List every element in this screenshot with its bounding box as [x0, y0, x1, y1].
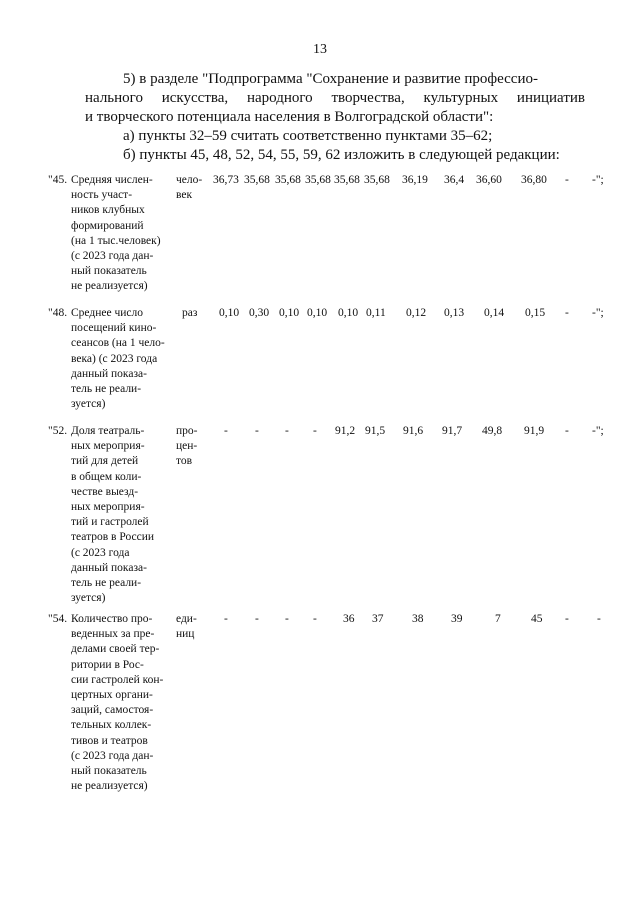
value-cell: 0,10	[338, 307, 359, 319]
indicator-name: Средняя числен- ность участ- ников клубных формирований (на 1 тыс.человек) (с 2023 года дан- ный показатель не реализуется)	[71, 174, 161, 293]
value-cell: 45	[531, 613, 543, 625]
value-cell: 0,13	[444, 307, 465, 319]
unit-of-measure: про- цен- тов	[176, 425, 198, 468]
value-cell: 49,8	[482, 425, 503, 437]
value-cell: -";	[592, 425, 604, 437]
value-cell: 0,10	[219, 307, 240, 319]
value-cell: -";	[592, 307, 604, 319]
value-cell: -	[597, 613, 601, 625]
value-cell: 35,68	[334, 174, 360, 186]
value-cell: 36,19	[402, 174, 428, 186]
value-cell: 0,14	[484, 307, 505, 319]
value-cell: -	[565, 613, 569, 625]
value-cell: 39	[451, 613, 463, 625]
value-cell: -	[313, 613, 317, 625]
value-cell: -	[224, 613, 228, 625]
value-cell: 38	[412, 613, 424, 625]
row-number: "54.	[48, 613, 68, 625]
intro-line-3: и творческого потенциала населения в Волгоградской области":	[85, 109, 494, 125]
value-cell: 35,68	[244, 174, 270, 186]
value-cell: -	[255, 425, 259, 437]
value-cell: 35,68	[275, 174, 301, 186]
indicator-name: Среднее число посещений кино- сеансов (на 1 чело- века) (с 2023 года данный показа- тель не реали- зуется)	[71, 307, 165, 411]
indicator-name: Количество про- веденных за пре- делами своей тер- ритории в Рос- сии гастролей кон- цертных органи- заций, самостоя- тельных коллек- тивов и театров (с 2023 года дан- ный показатель не реализуется)	[71, 613, 164, 793]
value-cell: -	[313, 425, 317, 437]
value-cell: 36,80	[521, 174, 547, 186]
unit-of-measure: еди- ниц	[176, 613, 197, 641]
value-cell: 91,5	[365, 425, 386, 437]
value-cell: -	[255, 613, 259, 625]
value-cell: -	[285, 425, 289, 437]
value-cell: -	[285, 613, 289, 625]
value-cell: 36	[343, 613, 355, 625]
value-cell: 0,11	[366, 307, 386, 319]
value-cell: -	[565, 425, 569, 437]
value-cell: 0,15	[525, 307, 546, 319]
value-cell: -	[565, 174, 569, 186]
unit-of-measure: раз	[182, 307, 198, 319]
value-cell: 36,73	[213, 174, 239, 186]
value-cell: 37	[372, 613, 384, 625]
intro-line-1: 5) в разделе "Подпрограмма "Сохранение и развитие профессио-	[123, 71, 538, 87]
value-cell: 36,4	[444, 174, 465, 186]
row-number: "45.	[48, 174, 68, 186]
value-cell: 91,9	[524, 425, 545, 437]
unit-of-measure: чело- век	[176, 174, 203, 202]
value-cell: 91,7	[442, 425, 463, 437]
intro-line-4: а) пункты 32–59 считать соответственно пунктами 35–62;	[123, 128, 493, 144]
value-cell: 91,6	[403, 425, 424, 437]
row-number: "48.	[48, 307, 68, 319]
value-cell: 0,30	[249, 307, 270, 319]
value-cell: 35,68	[364, 174, 390, 186]
indicator-name: Доля театраль- ных мероприя- тий для детей в общем коли- честве выезд- ных мероприя- тий и гастролей театров в России (с 2023 года данный показа- тель не реали- зуется)	[71, 425, 155, 605]
value-cell: 91,2	[335, 425, 356, 437]
value-cell: -";	[592, 174, 604, 186]
intro-line-2: нального искусства, народного творчества, культурных инициатив	[85, 90, 585, 106]
value-cell: 0,12	[406, 307, 427, 319]
value-cell: 35,68	[305, 174, 331, 186]
value-cell: -	[224, 425, 228, 437]
intro-line-5: б) пункты 45, 48, 52, 54, 55, 59, 62 изложить в следующей редакции:	[123, 147, 560, 163]
value-cell: -	[565, 307, 569, 319]
value-cell: 36,60	[476, 174, 502, 186]
value-cell: 0,10	[307, 307, 328, 319]
row-number: "52.	[48, 425, 68, 437]
value-cell: 7	[495, 613, 501, 625]
page-number: 13	[313, 42, 327, 57]
value-cell: 0,10	[279, 307, 300, 319]
intro-text	[85, 70, 585, 165]
